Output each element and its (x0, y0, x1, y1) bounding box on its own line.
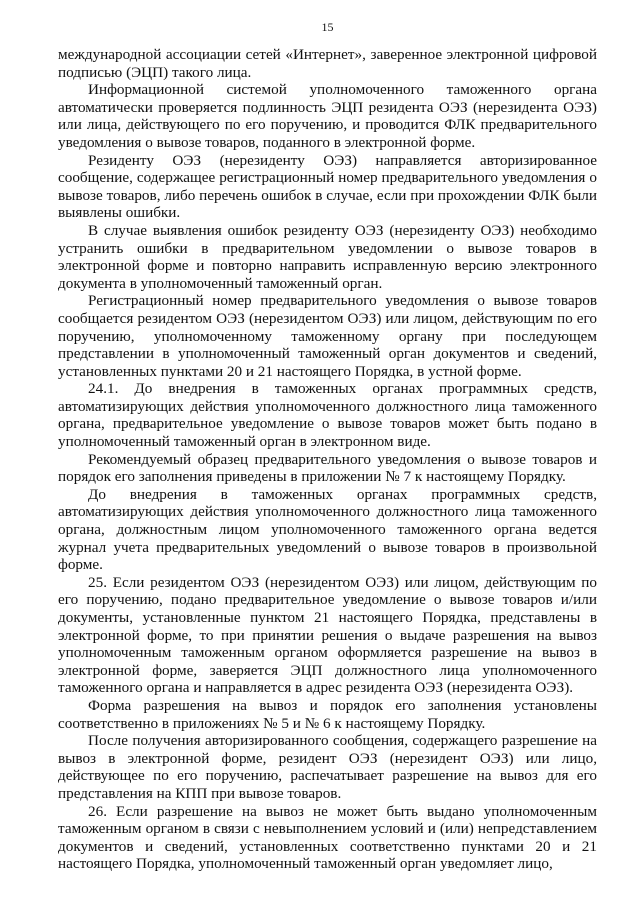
paragraph: Информационной системой уполномоченного таможенного органа автоматически проверяется подлинность ЭЦП резидента ОЭЗ (нерезидента ОЭЗ) или лица, действующего по его поручению, и проводится ФЛК предварительного уведомления о вывозе товаров, поданного в электронной форме. (58, 81, 597, 151)
paragraph: 26. Если разрешение на вывоз не может быть выдано уполномоченным таможенным органом в связи с невыполнением условий и (или) непредставлением документов и сведений, установленных соответственно пунктами 20 и 21 настоящего Порядка, уполномоченный таможенный орган уведомляет лицо, (58, 802, 597, 873)
paragraph: Регистрационный номер предварительного уведомления о вывозе товаров сообщается резидентом ОЭЗ (нерезидентом ОЭЗ) или лицом, действующим по его поручению, уполномоченному таможенному органу при последующем представлении в уполномоченный таможенный орган документов и сведений, установленных пунктами 20 и 21 настоящего Порядка, в устной форме. (58, 292, 597, 380)
paragraph: международной ассоциации сетей «Интернет», заверенное электронной цифровой подписью (ЭЦП) такого лица. (58, 46, 597, 81)
paragraph: Форма разрешения на вывоз и порядок его заполнения установлены соответственно в приложениях № 5 и № 6 к настоящему Порядку. (58, 696, 597, 732)
document-body (58, 46, 597, 873)
paragraph: 25. Если резидентом ОЭЗ (нерезидентом ОЭЗ) или лицом, действующим по его поручению, подано предварительное уведомление о вывозе товаров и/или документы, установленные пунктом 21 настоящего Порядка, представлены в электронной форме, то при принятии решения о выдаче разрешения на вывоз уполномоченным таможенным органом оформляется разрешение на вывоз в электронной форме, заверяется ЭЦП должностного лица уполномоченного таможенного органа и направляется в адрес резидента ОЭЗ (нерезидента ОЭЗ). (58, 573, 597, 697)
paragraph: 24.1. До внедрения в таможенных органах программных средств, автоматизирующих действия уполномоченного должностного лица таможенного органа, предварительное уведомление о вывозе товаров может быть подано в уполномоченный таможенный орган в электронном виде. (58, 380, 597, 451)
paragraph: Рекомендуемый образец предварительного уведомления о вывозе товаров и порядок его заполнения приведены в приложении № 7 к настоящему Порядку. (58, 450, 597, 486)
paragraph: Резиденту ОЭЗ (нерезиденту ОЭЗ) направляется авторизированное сообщение, содержащее регистрационный номер предварительного уведомления о вывозе товаров, либо перечень ошибок в случае, если при прохождении ФЛК были выявлены ошибки. (58, 151, 597, 222)
paragraph: В случае выявления ошибок резиденту ОЭЗ (нерезиденту ОЭЗ) необходимо устранить ошибки в предварительном уведомлении о вывозе товаров в электронной форме и повторно направить исправленную версию электронного документа в уполномоченный таможенный орган. (58, 221, 597, 292)
page-number: 15 (321, 20, 334, 34)
paragraph: До внедрения в таможенных органах программных средств, автоматизирующих действия уполномоченного должностного лица таможенного органа, должностным лицом уполномоченного таможенного органа ведется журнал учета предварительных уведомлений о вывозе товаров в произвольной форме. (58, 485, 597, 574)
paragraph: После получения авторизированного сообщения, содержащего разрешение на вывоз в электронной форме, резидент ОЭЗ (нерезидент ОЭЗ) или лицо, действующее по его поручению, распечатывает разрешение на вывоз для его представления на КПП при вывозе товаров. (58, 732, 597, 802)
